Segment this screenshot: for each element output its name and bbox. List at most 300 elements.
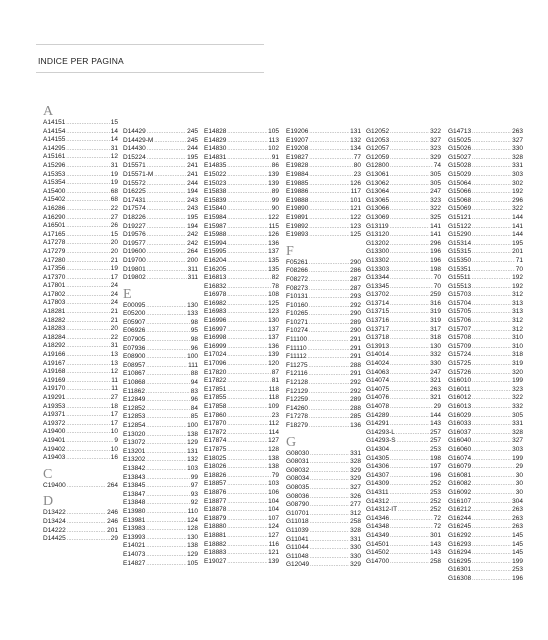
- product-code: G13302: [366, 256, 390, 264]
- product-code: G13345: [366, 282, 390, 290]
- page-number: 330: [512, 145, 523, 153]
- product-code: F17278: [286, 413, 309, 421]
- page-number: 259: [430, 291, 441, 299]
- product-code: G15290: [448, 231, 472, 239]
- page-number: 135: [268, 265, 279, 273]
- leader-dots: [472, 558, 511, 567]
- index-entry: [123, 345, 198, 354]
- leader-dots: [147, 274, 187, 283]
- leader-dots: [227, 197, 270, 206]
- leader-dots: [390, 541, 429, 550]
- product-code: E13843: [123, 473, 146, 481]
- page-number: 83: [190, 387, 198, 395]
- page-number: 103: [268, 480, 279, 488]
- leader-dots: [390, 317, 429, 326]
- leader-dots: [66, 394, 109, 403]
- product-code: E18857: [204, 480, 227, 488]
- leader-dots: [227, 257, 267, 266]
- product-code: E15984: [204, 213, 227, 221]
- index-entry: [448, 266, 523, 275]
- index-entry: [366, 463, 441, 472]
- index-entry: [43, 360, 118, 369]
- index-entry: [204, 188, 279, 197]
- page-number: 115: [268, 222, 279, 230]
- index-entry: [204, 394, 279, 403]
- page-number: 288: [350, 361, 361, 369]
- product-code: G14063: [366, 368, 390, 376]
- page-number: 27: [110, 394, 118, 401]
- product-code: E18881: [204, 531, 227, 539]
- index-entry: [448, 377, 523, 386]
- page-number: 201: [512, 248, 523, 256]
- product-code: G14348: [366, 523, 390, 531]
- page-number: 247: [430, 368, 441, 376]
- index-entry: [43, 535, 118, 544]
- page-number: 143: [430, 549, 441, 557]
- leader-dots: [472, 480, 515, 489]
- product-code: G15705: [448, 308, 472, 316]
- index-entry: [286, 276, 361, 285]
- index-entry: [448, 257, 523, 266]
- index-entry: [286, 345, 361, 354]
- page-number: 23: [271, 411, 279, 419]
- index-entry: [366, 523, 441, 532]
- index-entry: [286, 223, 361, 232]
- product-code: A19168: [43, 368, 66, 376]
- index-entry: [43, 334, 118, 343]
- page-number: 325: [430, 213, 441, 221]
- page-number: 126: [268, 231, 279, 239]
- product-code: D19577: [123, 239, 146, 247]
- product-code: G15027: [448, 153, 472, 161]
- index-entry: [123, 422, 198, 431]
- leader-dots: [66, 205, 109, 214]
- leader-dots: [390, 480, 429, 489]
- leader-dots: [472, 463, 515, 472]
- product-code: A15161: [43, 153, 66, 161]
- page-number: 323: [430, 145, 441, 153]
- index-entry: [366, 240, 441, 249]
- product-code: G11044: [286, 544, 309, 552]
- index-entry: [366, 283, 441, 292]
- leader-dots: [146, 517, 186, 526]
- leader-dots: [472, 274, 511, 283]
- product-code: E16982: [204, 299, 227, 307]
- product-code: D14222: [43, 526, 66, 534]
- page-number: 263: [512, 506, 523, 514]
- index-entry: [123, 551, 198, 560]
- page-number: 195: [187, 153, 198, 161]
- index-entry: [123, 525, 198, 534]
- leader-dots: [147, 154, 186, 163]
- product-code: A19402: [43, 445, 66, 453]
- product-code: G16060: [448, 445, 472, 453]
- leader-dots: [227, 386, 267, 395]
- page-number: 296: [430, 239, 441, 247]
- index-entry: [286, 553, 361, 562]
- product-code: G12057: [366, 145, 390, 153]
- leader-dots: [147, 180, 186, 189]
- product-code: G14024: [366, 360, 390, 368]
- index-entry: [366, 506, 441, 515]
- page-number: 318: [430, 334, 441, 342]
- index-entry: [286, 302, 361, 311]
- page-number: 145: [512, 549, 523, 557]
- leader-dots: [147, 240, 186, 249]
- page-number: 109: [268, 403, 279, 410]
- index-entry: [123, 128, 198, 137]
- leader-dots: [310, 493, 349, 502]
- product-code: E18876: [204, 488, 227, 496]
- product-code: G15315: [448, 248, 472, 256]
- product-code: E13983: [123, 525, 146, 533]
- page-number: 107: [268, 514, 279, 522]
- leader-dots: [390, 498, 429, 507]
- page-number: 21: [110, 256, 118, 264]
- index-entry: [204, 360, 279, 369]
- page-number: 102: [268, 145, 279, 153]
- index-entry: [123, 188, 198, 197]
- page-number: 244: [187, 179, 198, 187]
- product-code: F18279: [286, 422, 309, 429]
- product-code: G16040: [448, 437, 472, 445]
- product-code: G08030: [286, 449, 310, 457]
- page-number: 139: [268, 170, 279, 178]
- product-code: G13300: [366, 248, 390, 256]
- leader-dots: [390, 532, 429, 541]
- product-code: G13913: [366, 342, 390, 350]
- page-number: 12: [110, 368, 118, 376]
- product-code: G15068: [448, 196, 472, 204]
- index-entry: [366, 351, 441, 360]
- page-number: 26: [110, 222, 118, 230]
- index-entry: [43, 351, 118, 360]
- page-number: 81: [271, 377, 279, 385]
- page-number: 323: [512, 385, 523, 393]
- index-entry: [366, 308, 441, 317]
- index-entry: [204, 489, 279, 498]
- page-number: 137: [268, 334, 279, 342]
- page-number: 144: [512, 213, 523, 221]
- product-code: A17803: [43, 299, 66, 307]
- page-number: 291: [350, 353, 361, 361]
- page-number: 19: [110, 170, 118, 178]
- product-code: E19888: [286, 196, 309, 204]
- product-code: A15353: [43, 170, 66, 178]
- product-code: G15314: [448, 239, 472, 247]
- leader-dots: [472, 145, 511, 154]
- index-entry: [286, 180, 361, 189]
- index-entry: [204, 240, 279, 249]
- product-code: A17280: [43, 256, 66, 264]
- index-entry: [123, 214, 198, 223]
- leader-dots: [472, 214, 511, 223]
- index-entry: [204, 274, 279, 283]
- page-number: 252: [430, 497, 441, 505]
- product-code: G16033: [448, 420, 472, 428]
- product-code: E15839: [204, 196, 227, 204]
- product-code: G11041: [286, 535, 309, 543]
- page-number: 136: [350, 422, 361, 429]
- leader-dots: [310, 561, 349, 570]
- leader-dots: [67, 535, 110, 544]
- leader-dots: [390, 549, 429, 558]
- leader-dots: [66, 136, 109, 145]
- page-number: 138: [187, 542, 198, 550]
- leader-dots: [398, 506, 429, 515]
- index-entry: [204, 386, 279, 395]
- product-code: E13981: [123, 516, 146, 524]
- page-number: 328: [350, 458, 361, 466]
- leader-dots: [146, 465, 186, 474]
- leader-dots: [66, 368, 109, 377]
- index-entry: [204, 326, 279, 335]
- page-number: 141: [430, 222, 441, 230]
- index-entry: [286, 171, 361, 180]
- index-entry: [448, 231, 523, 240]
- page-number: 94: [190, 379, 198, 387]
- index-entry: [123, 327, 198, 336]
- index-entry: [204, 480, 279, 489]
- index-entry: [123, 171, 198, 180]
- product-code: G14349: [366, 531, 390, 539]
- product-code: G12049: [286, 561, 310, 569]
- index-entry: [204, 266, 279, 275]
- product-code: D14429-M: [123, 136, 154, 144]
- leader-dots: [472, 532, 511, 541]
- section-letter: G: [286, 434, 297, 450]
- index-entry: [448, 283, 523, 292]
- page-number: 285: [350, 413, 361, 421]
- index-entry: [286, 458, 361, 467]
- product-code: D19700: [123, 256, 146, 264]
- index-entry: [366, 343, 441, 352]
- index-entry: [204, 214, 279, 223]
- leader-dots: [308, 345, 350, 354]
- leader-dots: [472, 240, 511, 249]
- index-entry: [123, 491, 198, 500]
- product-code: A19401: [43, 436, 66, 444]
- leader-dots: [390, 197, 429, 206]
- product-code: A18282: [43, 316, 66, 324]
- leader-dots: [227, 351, 267, 360]
- page-number: 15: [110, 119, 118, 126]
- leader-dots: [227, 532, 267, 541]
- index-entry: [123, 310, 198, 319]
- leader-dots: [66, 291, 109, 300]
- page-number: 143: [430, 420, 441, 428]
- page-number: 125: [350, 231, 361, 239]
- product-code: A19403: [43, 454, 66, 462]
- product-code: A16290: [43, 213, 66, 221]
- index-entry: [43, 188, 118, 197]
- index-entry: [123, 388, 198, 397]
- leader-dots: [147, 257, 186, 266]
- product-code: E18877: [204, 497, 227, 505]
- product-code: G15028: [448, 162, 472, 170]
- index-entry: [448, 455, 523, 464]
- product-code: G15066: [448, 188, 472, 196]
- page-number: 312: [512, 325, 523, 333]
- index-entry: [123, 274, 198, 283]
- index-entry: [204, 128, 279, 137]
- product-code: G16308: [448, 574, 472, 582]
- page-number: 286: [350, 267, 361, 275]
- index-entry: [366, 300, 441, 309]
- index-entry: [366, 455, 441, 464]
- index-entry: [448, 171, 523, 180]
- page-number: 96: [190, 396, 198, 404]
- page-number: 198: [430, 454, 441, 462]
- page-number: 14: [110, 136, 118, 144]
- page-number: 318: [512, 351, 523, 359]
- leader-dots: [309, 154, 352, 163]
- product-code: D14425: [43, 535, 66, 543]
- page-number: 328: [350, 526, 361, 534]
- page-number: 98: [190, 318, 198, 326]
- leader-dots: [472, 420, 511, 429]
- product-code: E19886: [286, 188, 309, 196]
- page-number: 289: [350, 318, 361, 326]
- page-number: 18: [110, 402, 118, 410]
- index-entry: [43, 299, 118, 308]
- page-number: 136: [268, 342, 279, 350]
- leader-dots: [146, 345, 189, 354]
- leader-dots: [309, 137, 349, 146]
- index-entry: [448, 334, 523, 343]
- page-number: 137: [268, 325, 279, 333]
- page-number: 14: [110, 127, 118, 135]
- index-entry: [286, 154, 361, 163]
- product-code: G16107: [448, 497, 472, 505]
- leader-dots: [390, 154, 429, 163]
- index-entry: [448, 532, 523, 541]
- index-entry: [123, 353, 198, 362]
- product-code: G15726: [448, 368, 472, 376]
- leader-dots: [390, 308, 429, 317]
- leader-dots: [227, 326, 267, 335]
- leader-dots: [309, 205, 349, 214]
- page-number: 145: [512, 531, 523, 539]
- product-code: E18879: [204, 514, 227, 522]
- product-code: F10131: [286, 293, 309, 301]
- product-code: G15064: [448, 179, 472, 187]
- product-code: E05200: [123, 310, 146, 318]
- index-entry: [286, 231, 361, 240]
- product-code: E13202: [123, 456, 146, 464]
- leader-dots: [146, 310, 186, 319]
- product-code: A18284: [43, 333, 66, 341]
- index-entry: [43, 446, 118, 455]
- index-entry: [366, 403, 441, 412]
- page-number: 319: [512, 360, 523, 368]
- product-code: E13072: [123, 439, 146, 447]
- page-number: 19: [110, 179, 118, 187]
- leader-dots: [146, 370, 189, 379]
- leader-dots: [309, 267, 349, 276]
- leader-dots: [472, 223, 511, 232]
- leader-dots: [146, 362, 187, 371]
- product-code: G16037: [448, 428, 472, 436]
- product-code: G12059: [366, 153, 390, 161]
- index-entry: [286, 353, 361, 362]
- page-number: 139: [268, 557, 279, 565]
- leader-dots: [147, 197, 186, 206]
- index-entry: [448, 506, 523, 515]
- page-number: 23: [353, 170, 361, 178]
- page-number: 135: [268, 256, 279, 264]
- leader-dots: [227, 558, 267, 567]
- product-code: G13202: [366, 239, 390, 247]
- product-code: E13845: [123, 482, 146, 490]
- product-code: E15987: [204, 222, 227, 230]
- leader-dots: [227, 489, 267, 498]
- index-entry: [286, 484, 361, 493]
- product-code: G11039: [286, 526, 309, 534]
- index-entry: [123, 197, 198, 206]
- leader-dots: [147, 162, 186, 171]
- index-entry: [286, 467, 361, 476]
- page-number: 122: [268, 213, 279, 221]
- page-number: 329: [350, 561, 361, 569]
- index-entry: [204, 197, 279, 206]
- index-column-5: [366, 128, 441, 566]
- page-number: 302: [512, 179, 523, 187]
- leader-dots: [390, 300, 429, 309]
- page-number: 195: [187, 213, 198, 221]
- leader-dots: [227, 403, 267, 412]
- index-entry: [286, 162, 361, 171]
- product-code: G16013: [448, 403, 472, 410]
- page-number: 13: [110, 351, 118, 359]
- leader-dots: [390, 188, 429, 197]
- index-entry: [123, 439, 198, 448]
- index-entry: [448, 214, 523, 223]
- product-code: E07936: [123, 344, 146, 352]
- product-code: G14289: [366, 411, 390, 419]
- index-entry: [366, 549, 441, 558]
- page-number: 122: [350, 213, 361, 221]
- page-number: 242: [187, 239, 198, 247]
- index-entry: [123, 465, 198, 474]
- product-code: F10271: [286, 318, 309, 326]
- product-code: F10265: [286, 310, 309, 318]
- leader-dots: [309, 128, 349, 137]
- product-code: G16294: [448, 549, 472, 557]
- leader-dots: [66, 162, 109, 171]
- leader-dots: [146, 448, 186, 457]
- product-code: G15350: [448, 256, 472, 264]
- leader-dots: [308, 353, 350, 362]
- product-code: F05261: [286, 258, 309, 266]
- product-code: E15988: [204, 231, 227, 239]
- product-code: A15354: [43, 179, 66, 187]
- page-number: 245: [187, 136, 198, 144]
- leader-dots: [227, 162, 270, 171]
- leader-dots: [66, 317, 109, 326]
- product-code: E18826: [204, 471, 227, 479]
- page-number: 129: [187, 550, 198, 558]
- index-entry: [448, 248, 523, 257]
- index-entry: [43, 482, 118, 491]
- index-entry: [448, 541, 523, 550]
- product-code: A18283: [43, 325, 66, 333]
- index-entry: [43, 145, 118, 154]
- product-code: F10274: [286, 327, 309, 335]
- product-code: G14074: [366, 377, 390, 385]
- index-entry: [123, 362, 198, 371]
- page-number: 257: [430, 428, 441, 436]
